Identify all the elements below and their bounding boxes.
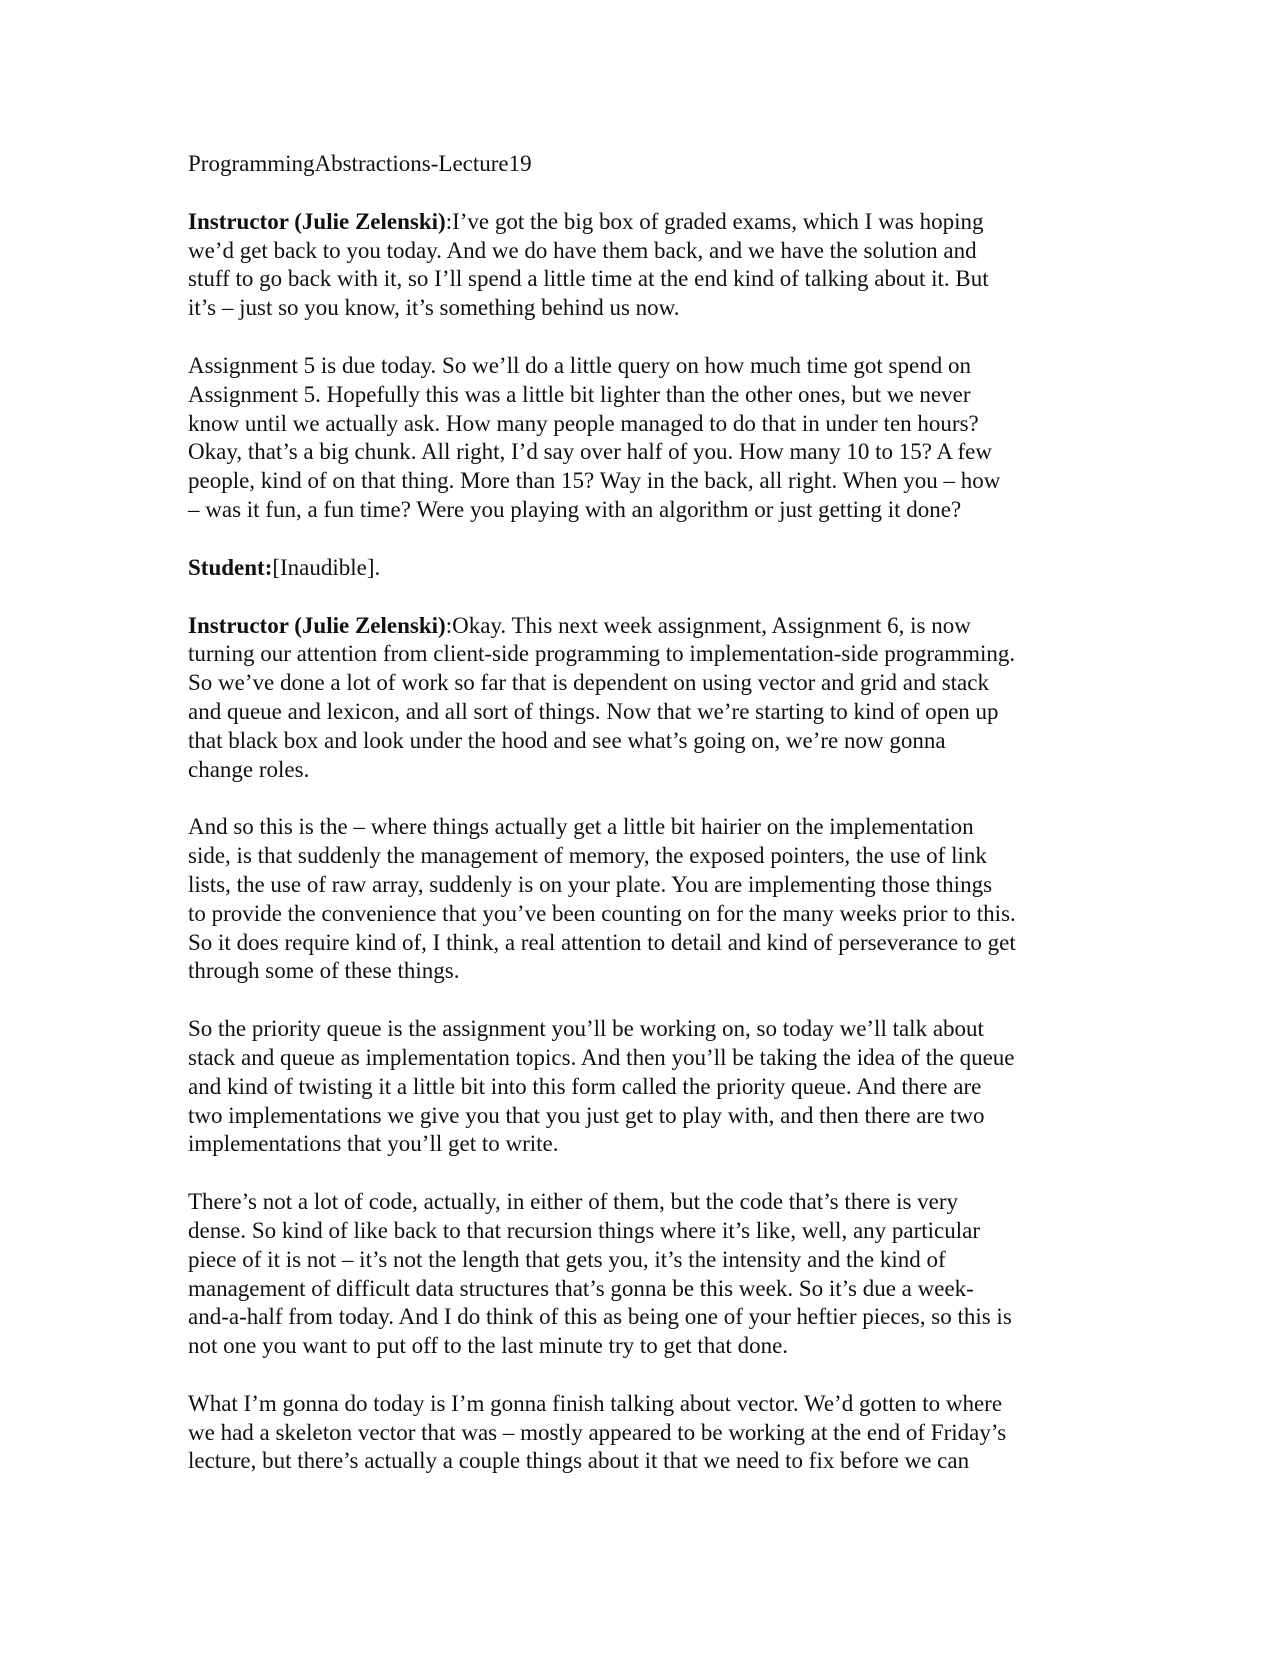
- transcript-line: [188, 1419, 1098, 1448]
- line-text: So we’ve done a lot of work so far that is dependent on using vector and grid and stack: [188, 670, 989, 696]
- transcript-line: [188, 1303, 1098, 1332]
- speaker-label: Instructor (Julie Zelenski): [188, 612, 446, 638]
- line-text: we had a skeleton vector that was – mostly appeared to be working at the end of Friday’s: [188, 1419, 1007, 1445]
- line-text: we’d get back to you today. And we do have them back, and we have the solution and: [188, 237, 977, 263]
- transcript-line: [188, 842, 1098, 871]
- line-text: people, kind of on that thing. More than 15? Way in the back, all right. When you – how: [188, 468, 1001, 494]
- transcript-line: [188, 1073, 1098, 1102]
- line-text: And so this is the – where things actually get a little bit hairier on the implementation: [188, 814, 974, 840]
- transcript-line: [188, 756, 1098, 785]
- transcript-line: [188, 1275, 1098, 1304]
- transcript-line: [188, 871, 1098, 900]
- transcript-line: [188, 957, 1098, 986]
- line-text: dense. So kind of like back to that recursion things where it’s like, well, any particular: [188, 1217, 981, 1243]
- transcript-line: [188, 237, 1098, 266]
- line-text: lecture, but there’s actually a couple things about it that we need to fix before we can: [188, 1448, 970, 1474]
- transcript-paragraph: [188, 352, 1098, 525]
- line-text: implementations that you’ll get to write.: [188, 1131, 559, 1157]
- line-text: – was it fun, a fun time? Were you playing with an algorithm or just getting it done?: [188, 496, 962, 522]
- transcript-line: [188, 698, 1098, 727]
- line-text: through some of these things.: [188, 958, 460, 984]
- speaker-label: Instructor (Julie Zelenski): [188, 208, 446, 234]
- line-text: and kind of twisting it a little bit into this form called the priority queue. And there are: [188, 1073, 982, 1099]
- line-text: Assignment 5 is due today. So we’ll do a little query on how much time got spend on: [188, 352, 971, 378]
- transcript-line: [188, 381, 1098, 410]
- line-text: Okay, that’s a big chunk. All right, I’d say over half of you. How many 10 to 15? A few: [188, 439, 993, 465]
- transcript-line: [188, 1390, 1098, 1419]
- transcript-line: [188, 929, 1098, 958]
- transcript-paragraph: [188, 208, 1098, 323]
- transcript-line: [188, 554, 1098, 583]
- transcript-paragraph: [188, 612, 1098, 785]
- line-text: So the priority queue is the assignment you’ll be working on, so today we’ll talk about: [188, 1016, 984, 1042]
- transcript-line: [188, 640, 1098, 669]
- transcript-line: [188, 410, 1098, 439]
- transcript-line: [188, 1246, 1098, 1275]
- line-text: know until we actually ask. How many people managed to do that in under ten hours?: [188, 410, 979, 436]
- transcript-line: [188, 352, 1098, 381]
- transcript-line: [188, 438, 1098, 467]
- line-text: that black box and look under the hood and see what’s going on, we’re now gonna: [188, 727, 946, 753]
- transcript-line: [188, 496, 1098, 525]
- transcript-line: [188, 1102, 1098, 1131]
- transcript-line: [188, 1332, 1098, 1361]
- line-text: and-a-half from today. And I do think of this as being one of your heftier pieces, so this is: [188, 1304, 1012, 1330]
- transcript-line: [188, 1015, 1098, 1044]
- line-text: :I’ve got the big box of graded exams, which I was hoping: [445, 208, 984, 234]
- line-text: turning our attention from client-side programming to implementation-side programming.: [188, 641, 1016, 667]
- line-text: side, is that suddenly the management of memory, the exposed pointers, the use of link: [188, 843, 987, 869]
- line-text: management of difficult data structures that’s gonna be this week. So it’s due a week-: [188, 1275, 974, 1301]
- line-text: and queue and lexicon, and all sort of things. Now that we’re starting to kind of open up: [188, 698, 999, 724]
- transcript-line: [188, 1188, 1098, 1217]
- line-text: stuff to go back with it, so I’ll spend a little time at the end kind of talking about it. But: [188, 266, 989, 292]
- transcript-line: [188, 1044, 1098, 1073]
- speaker-label: Student:: [188, 554, 273, 580]
- transcript-line: [188, 1217, 1098, 1246]
- transcript-line: [188, 208, 1098, 237]
- line-text: What I’m gonna do today is I’m gonna finish talking about vector. We’d gotten to where: [188, 1390, 1003, 1416]
- transcript-line: [188, 669, 1098, 698]
- transcript-line: [188, 813, 1098, 842]
- transcript-line: [188, 265, 1098, 294]
- line-text: Assignment 5. Hopefully this was a little bit lighter than the other ones, but we never: [188, 381, 971, 407]
- transcript-line: [188, 900, 1098, 929]
- transcript-line: [188, 727, 1098, 756]
- line-text: lists, the use of raw array, suddenly is on your plate. You are implementing those things: [188, 871, 993, 897]
- transcript-line: [188, 1447, 1098, 1476]
- transcript-paragraph: [188, 1390, 1098, 1476]
- transcript-paragraph: [188, 554, 1098, 583]
- line-text: There’s not a lot of code, actually, in either of them, but the code that’s there is very: [188, 1189, 959, 1215]
- transcript-paragraph: [188, 1015, 1098, 1159]
- line-text: change roles.: [188, 756, 310, 782]
- line-text: it’s – just so you know, it’s something behind us now.: [188, 295, 680, 321]
- line-text: not one you want to put off to the last minute try to get that done.: [188, 1333, 789, 1359]
- line-text: piece of it is not – it’s not the length that gets you, it’s the intensity and the kind of: [188, 1246, 946, 1272]
- transcript-line: [188, 612, 1098, 641]
- transcript-body: [188, 208, 1098, 1476]
- line-text: to provide the convenience that you’ve been counting on for the many weeks prior to this.: [188, 900, 1016, 926]
- transcript-line: [188, 467, 1098, 496]
- line-text: :Okay. This next week assignment, Assignment 6, is now: [445, 612, 971, 638]
- transcript-line: [188, 294, 1098, 323]
- transcript-line: [188, 1130, 1098, 1159]
- transcript-paragraph: [188, 813, 1098, 986]
- line-text: two implementations we give you that you just get to play with, and then there are two: [188, 1102, 985, 1128]
- line-text: [Inaudible].: [272, 554, 381, 580]
- transcript-paragraph: [188, 1188, 1098, 1361]
- document-page: [188, 150, 1098, 1505]
- document-title: ProgrammingAbstractions-Lecture19: [188, 151, 532, 176]
- line-text: stack and queue as implementation topics. And then you’ll be taking the idea of the queue: [188, 1044, 1015, 1070]
- line-text: So it does require kind of, I think, a real attention to detail and kind of perseverance to get: [188, 929, 1016, 955]
